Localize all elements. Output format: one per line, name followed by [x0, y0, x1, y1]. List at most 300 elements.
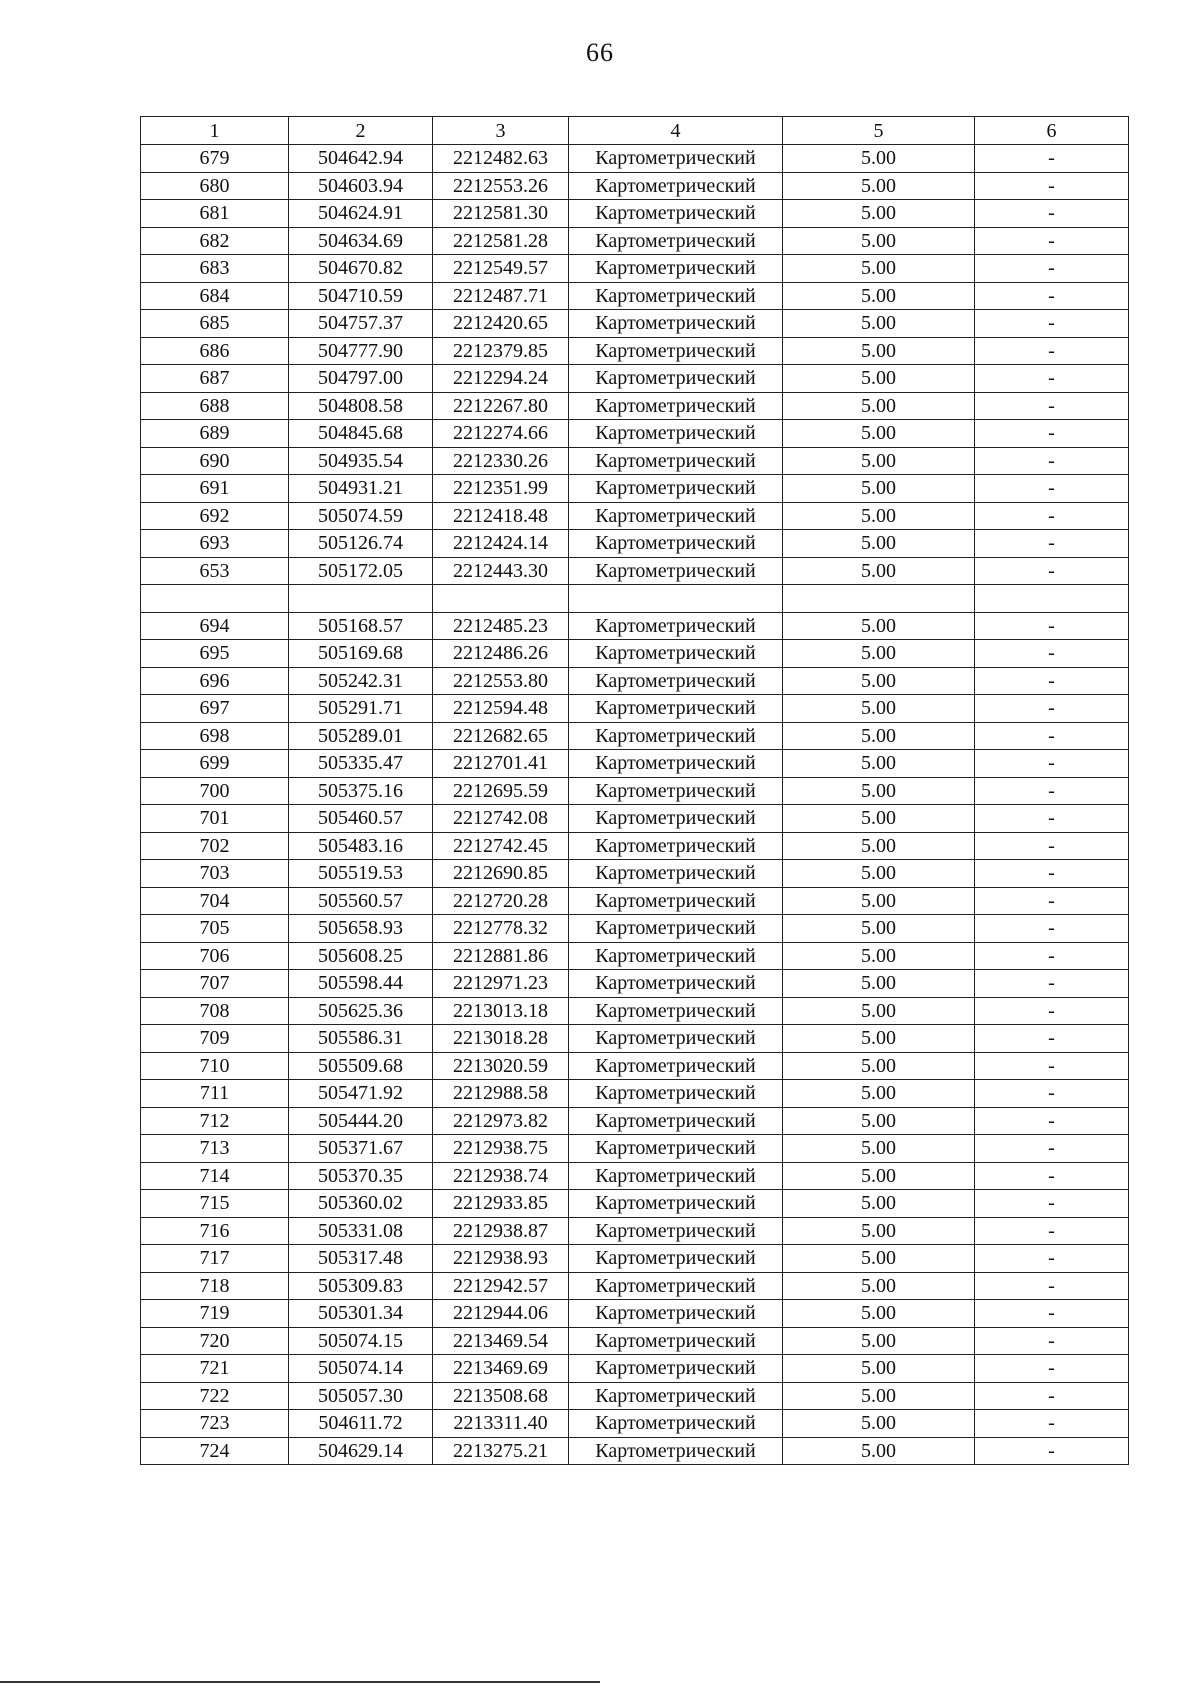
- y-coordinate-cell: 2212553.26: [433, 172, 569, 200]
- table-row: [141, 1080, 1129, 1108]
- table-row: [141, 860, 1129, 888]
- method-cell: Картометрический: [569, 1135, 783, 1163]
- table-row: [141, 282, 1129, 310]
- x-coordinate-cell: 505370.35: [289, 1162, 433, 1190]
- x-coordinate-cell: 505074.59: [289, 502, 433, 530]
- point-number-cell: 722: [141, 1382, 289, 1410]
- accuracy-cell: 5.00: [783, 915, 975, 943]
- table-row: [141, 530, 1129, 558]
- point-number-cell: 686: [141, 337, 289, 365]
- point-number-cell: 706: [141, 942, 289, 970]
- point-number-cell: 701: [141, 805, 289, 833]
- x-coordinate-cell: 505444.20: [289, 1107, 433, 1135]
- note-cell: -: [975, 860, 1129, 888]
- method-cell: Картометрический: [569, 502, 783, 530]
- x-coordinate-cell: 505301.34: [289, 1300, 433, 1328]
- note-cell: -: [975, 1052, 1129, 1080]
- table-row: [141, 750, 1129, 778]
- point-number-cell: 687: [141, 365, 289, 393]
- y-coordinate-cell: 2212973.82: [433, 1107, 569, 1135]
- point-number-cell: 685: [141, 310, 289, 338]
- note-cell: -: [975, 255, 1129, 283]
- y-coordinate-cell: 2212690.85: [433, 860, 569, 888]
- method-cell: Картометрический: [569, 365, 783, 393]
- note-cell: -: [975, 640, 1129, 668]
- note-cell: -: [975, 1162, 1129, 1190]
- note-cell: -: [975, 1382, 1129, 1410]
- accuracy-cell: 5.00: [783, 475, 975, 503]
- y-coordinate-cell: 2212274.66: [433, 420, 569, 448]
- point-number-cell: 689: [141, 420, 289, 448]
- point-number-cell: 693: [141, 530, 289, 558]
- table-row: [141, 1327, 1129, 1355]
- accuracy-cell: 5.00: [783, 420, 975, 448]
- x-coordinate-cell: 505169.68: [289, 640, 433, 668]
- header-row: [141, 117, 1129, 145]
- y-coordinate-cell: 2212553.80: [433, 667, 569, 695]
- method-cell: Картометрический: [569, 1382, 783, 1410]
- note-cell: -: [975, 557, 1129, 585]
- x-coordinate-cell: 505586.31: [289, 1025, 433, 1053]
- point-number-cell: 679: [141, 145, 289, 173]
- note-cell: -: [975, 750, 1129, 778]
- accuracy-cell: 5.00: [783, 1245, 975, 1273]
- method-cell: Картометрический: [569, 557, 783, 585]
- x-coordinate-cell: 504642.94: [289, 145, 433, 173]
- method-cell: Картометрический: [569, 310, 783, 338]
- x-coordinate-cell: 504845.68: [289, 420, 433, 448]
- table-row: [141, 227, 1129, 255]
- note-cell: -: [975, 420, 1129, 448]
- note-cell: -: [975, 1217, 1129, 1245]
- table-row: [141, 1107, 1129, 1135]
- x-coordinate-cell: 505471.92: [289, 1080, 433, 1108]
- x-coordinate-cell: 504670.82: [289, 255, 433, 283]
- column-header: 3: [433, 117, 569, 145]
- method-cell: Картометрический: [569, 1190, 783, 1218]
- table-row: [141, 1355, 1129, 1383]
- method-cell: Картометрический: [569, 392, 783, 420]
- accuracy-cell: 5.00: [783, 447, 975, 475]
- y-coordinate-cell: 2212482.63: [433, 145, 569, 173]
- y-coordinate-cell: 2212485.23: [433, 612, 569, 640]
- y-coordinate-cell: 2212682.65: [433, 722, 569, 750]
- y-coordinate-cell: [433, 585, 569, 613]
- x-coordinate-cell: 505519.53: [289, 860, 433, 888]
- y-coordinate-cell: 2212742.45: [433, 832, 569, 860]
- table-row: [141, 365, 1129, 393]
- table-row: [141, 200, 1129, 228]
- accuracy-cell: 5.00: [783, 1190, 975, 1218]
- note-cell: -: [975, 1355, 1129, 1383]
- table-row: [141, 832, 1129, 860]
- x-coordinate-cell: [289, 585, 433, 613]
- y-coordinate-cell: 2212881.86: [433, 942, 569, 970]
- accuracy-cell: 5.00: [783, 1080, 975, 1108]
- note-cell: -: [975, 777, 1129, 805]
- point-number-cell: 680: [141, 172, 289, 200]
- accuracy-cell: 5.00: [783, 640, 975, 668]
- note-cell: -: [975, 145, 1129, 173]
- table-row: [141, 1162, 1129, 1190]
- point-number-cell: 690: [141, 447, 289, 475]
- table-row: [141, 1437, 1129, 1465]
- method-cell: Картометрический: [569, 832, 783, 860]
- x-coordinate-cell: 505460.57: [289, 805, 433, 833]
- y-coordinate-cell: 2212486.26: [433, 640, 569, 668]
- accuracy-cell: 5.00: [783, 667, 975, 695]
- method-cell: Картометрический: [569, 172, 783, 200]
- bottom-rule: [0, 1681, 600, 1683]
- method-cell: Картометрический: [569, 1162, 783, 1190]
- note-cell: -: [975, 1135, 1129, 1163]
- x-coordinate-cell: 504634.69: [289, 227, 433, 255]
- table-header: [141, 117, 1129, 145]
- x-coordinate-cell: 505375.16: [289, 777, 433, 805]
- accuracy-cell: 5.00: [783, 1300, 975, 1328]
- page-number: 66: [586, 38, 614, 67]
- note-cell: -: [975, 667, 1129, 695]
- table-row: [141, 722, 1129, 750]
- point-number-cell: 720: [141, 1327, 289, 1355]
- table-row: [141, 1272, 1129, 1300]
- note-cell: -: [975, 227, 1129, 255]
- accuracy-cell: 5.00: [783, 722, 975, 750]
- point-number-cell: 716: [141, 1217, 289, 1245]
- method-cell: Картометрический: [569, 1437, 783, 1465]
- point-number-cell: 696: [141, 667, 289, 695]
- x-coordinate-cell: 504757.37: [289, 310, 433, 338]
- accuracy-cell: 5.00: [783, 860, 975, 888]
- accuracy-cell: 5.00: [783, 392, 975, 420]
- y-coordinate-cell: 2212720.28: [433, 887, 569, 915]
- note-cell: -: [975, 447, 1129, 475]
- y-coordinate-cell: 2212938.74: [433, 1162, 569, 1190]
- table-row: [141, 612, 1129, 640]
- method-cell: Картометрический: [569, 1245, 783, 1273]
- point-number-cell: 714: [141, 1162, 289, 1190]
- column-header: 2: [289, 117, 433, 145]
- table-row: [141, 777, 1129, 805]
- note-cell: -: [975, 612, 1129, 640]
- y-coordinate-cell: 2213311.40: [433, 1410, 569, 1438]
- point-number-cell: 702: [141, 832, 289, 860]
- method-cell: Картометрический: [569, 777, 783, 805]
- x-coordinate-cell: 505057.30: [289, 1382, 433, 1410]
- x-coordinate-cell: 505360.02: [289, 1190, 433, 1218]
- point-number-cell: 683: [141, 255, 289, 283]
- point-number-cell: 700: [141, 777, 289, 805]
- accuracy-cell: 5.00: [783, 200, 975, 228]
- column-header: 6: [975, 117, 1129, 145]
- note-cell: -: [975, 915, 1129, 943]
- point-number-cell: 688: [141, 392, 289, 420]
- y-coordinate-cell: 2212267.80: [433, 392, 569, 420]
- x-coordinate-cell: 504603.94: [289, 172, 433, 200]
- table-row: [141, 145, 1129, 173]
- table-row: [141, 695, 1129, 723]
- x-coordinate-cell: 505289.01: [289, 722, 433, 750]
- point-number-cell: 707: [141, 970, 289, 998]
- method-cell: Картометрический: [569, 227, 783, 255]
- table-row: [141, 420, 1129, 448]
- accuracy-cell: 5.00: [783, 1272, 975, 1300]
- point-number-cell: 694: [141, 612, 289, 640]
- accuracy-cell: 5.00: [783, 1162, 975, 1190]
- accuracy-cell: 5.00: [783, 530, 975, 558]
- accuracy-cell: 5.00: [783, 502, 975, 530]
- table-row: [141, 1217, 1129, 1245]
- point-number-cell: 684: [141, 282, 289, 310]
- accuracy-cell: 5.00: [783, 1327, 975, 1355]
- x-coordinate-cell: 505291.71: [289, 695, 433, 723]
- point-number-cell: 711: [141, 1080, 289, 1108]
- accuracy-cell: 5.00: [783, 337, 975, 365]
- table-row: [141, 475, 1129, 503]
- x-coordinate-cell: 505560.57: [289, 887, 433, 915]
- x-coordinate-cell: 505608.25: [289, 942, 433, 970]
- accuracy-cell: 5.00: [783, 1355, 975, 1383]
- y-coordinate-cell: 2212594.48: [433, 695, 569, 723]
- y-coordinate-cell: 2212944.06: [433, 1300, 569, 1328]
- note-cell: -: [975, 1245, 1129, 1273]
- point-number-cell: 699: [141, 750, 289, 778]
- method-cell: Картометрический: [569, 337, 783, 365]
- note-cell: -: [975, 722, 1129, 750]
- method-cell: Картометрический: [569, 1300, 783, 1328]
- note-cell: -: [975, 530, 1129, 558]
- y-coordinate-cell: 2212938.75: [433, 1135, 569, 1163]
- method-cell: Картометрический: [569, 200, 783, 228]
- accuracy-cell: 5.00: [783, 612, 975, 640]
- accuracy-cell: 5.00: [783, 805, 975, 833]
- accuracy-cell: 5.00: [783, 750, 975, 778]
- x-coordinate-cell: 505074.14: [289, 1355, 433, 1383]
- accuracy-cell: 5.00: [783, 227, 975, 255]
- y-coordinate-cell: 2212418.48: [433, 502, 569, 530]
- point-number-cell: 682: [141, 227, 289, 255]
- note-cell: -: [975, 1410, 1129, 1438]
- method-cell: Картометрический: [569, 722, 783, 750]
- method-cell: Картометрический: [569, 860, 783, 888]
- table-row: [141, 392, 1129, 420]
- y-coordinate-cell: 2212742.08: [433, 805, 569, 833]
- y-coordinate-cell: 2213469.69: [433, 1355, 569, 1383]
- y-coordinate-cell: 2212938.87: [433, 1217, 569, 1245]
- accuracy-cell: 5.00: [783, 1052, 975, 1080]
- point-number-cell: [141, 585, 289, 613]
- note-cell: -: [975, 1300, 1129, 1328]
- point-number-cell: 697: [141, 695, 289, 723]
- table-row: [141, 502, 1129, 530]
- point-number-cell: 710: [141, 1052, 289, 1080]
- point-number-cell: 723: [141, 1410, 289, 1438]
- x-coordinate-cell: 504797.00: [289, 365, 433, 393]
- note-cell: -: [975, 832, 1129, 860]
- y-coordinate-cell: 2213018.28: [433, 1025, 569, 1053]
- point-number-cell: 703: [141, 860, 289, 888]
- x-coordinate-cell: 505598.44: [289, 970, 433, 998]
- accuracy-cell: 5.00: [783, 777, 975, 805]
- method-cell: Картометрический: [569, 970, 783, 998]
- y-coordinate-cell: 2213275.21: [433, 1437, 569, 1465]
- table-row: [141, 337, 1129, 365]
- accuracy-cell: 5.00: [783, 1382, 975, 1410]
- point-number-cell: 715: [141, 1190, 289, 1218]
- point-number-cell: 705: [141, 915, 289, 943]
- method-cell: Картометрический: [569, 1327, 783, 1355]
- y-coordinate-cell: 2213020.59: [433, 1052, 569, 1080]
- note-cell: -: [975, 1437, 1129, 1465]
- point-number-cell: 704: [141, 887, 289, 915]
- note-cell: -: [975, 392, 1129, 420]
- point-number-cell: 681: [141, 200, 289, 228]
- y-coordinate-cell: 2212988.58: [433, 1080, 569, 1108]
- point-number-cell: 695: [141, 640, 289, 668]
- x-coordinate-cell: 504808.58: [289, 392, 433, 420]
- method-cell: Картометрический: [569, 1080, 783, 1108]
- point-number-cell: 721: [141, 1355, 289, 1383]
- method-cell: Картометрический: [569, 667, 783, 695]
- x-coordinate-cell: 505317.48: [289, 1245, 433, 1273]
- note-cell: -: [975, 1272, 1129, 1300]
- note-cell: -: [975, 1080, 1129, 1108]
- table-row: [141, 585, 1129, 613]
- y-coordinate-cell: 2212549.57: [433, 255, 569, 283]
- x-coordinate-cell: 504629.14: [289, 1437, 433, 1465]
- y-coordinate-cell: 2212351.99: [433, 475, 569, 503]
- method-cell: Картометрический: [569, 1410, 783, 1438]
- accuracy-cell: 5.00: [783, 695, 975, 723]
- note-cell: -: [975, 695, 1129, 723]
- y-coordinate-cell: 2212420.65: [433, 310, 569, 338]
- y-coordinate-cell: 2213469.54: [433, 1327, 569, 1355]
- note-cell: -: [975, 1107, 1129, 1135]
- accuracy-cell: 5.00: [783, 1410, 975, 1438]
- point-number-cell: 713: [141, 1135, 289, 1163]
- note-cell: -: [975, 310, 1129, 338]
- point-number-cell: 724: [141, 1437, 289, 1465]
- note-cell: -: [975, 502, 1129, 530]
- note-cell: -: [975, 337, 1129, 365]
- method-cell: Картометрический: [569, 887, 783, 915]
- method-cell: Картометрический: [569, 612, 783, 640]
- column-header: 1: [141, 117, 289, 145]
- x-coordinate-cell: 505335.47: [289, 750, 433, 778]
- y-coordinate-cell: 2212424.14: [433, 530, 569, 558]
- accuracy-cell: 5.00: [783, 1437, 975, 1465]
- table-row: [141, 667, 1129, 695]
- x-coordinate-cell: 504624.91: [289, 200, 433, 228]
- note-cell: -: [975, 970, 1129, 998]
- x-coordinate-cell: 505509.68: [289, 1052, 433, 1080]
- accuracy-cell: 5.00: [783, 1025, 975, 1053]
- note-cell: -: [975, 805, 1129, 833]
- table-row: [141, 915, 1129, 943]
- accuracy-cell: 5.00: [783, 145, 975, 173]
- note-cell: -: [975, 997, 1129, 1025]
- note-cell: -: [975, 282, 1129, 310]
- method-cell: Картометрический: [569, 640, 783, 668]
- note-cell: -: [975, 1327, 1129, 1355]
- x-coordinate-cell: 505172.05: [289, 557, 433, 585]
- method-cell: Картометрический: [569, 1107, 783, 1135]
- y-coordinate-cell: 2212294.24: [433, 365, 569, 393]
- table-row: [141, 942, 1129, 970]
- column-header: 5: [783, 117, 975, 145]
- method-cell: Картометрический: [569, 750, 783, 778]
- table-row: [141, 1245, 1129, 1273]
- accuracy-cell: 5.00: [783, 172, 975, 200]
- note-cell: -: [975, 1025, 1129, 1053]
- x-coordinate-cell: 504931.21: [289, 475, 433, 503]
- method-cell: Картометрический: [569, 805, 783, 833]
- accuracy-cell: 5.00: [783, 282, 975, 310]
- x-coordinate-cell: 504710.59: [289, 282, 433, 310]
- note-cell: -: [975, 172, 1129, 200]
- method-cell: Картометрический: [569, 420, 783, 448]
- y-coordinate-cell: 2213508.68: [433, 1382, 569, 1410]
- y-coordinate-cell: 2212487.71: [433, 282, 569, 310]
- accuracy-cell: 5.00: [783, 1217, 975, 1245]
- x-coordinate-cell: 505242.31: [289, 667, 433, 695]
- table-row: [141, 970, 1129, 998]
- table-row: [141, 1135, 1129, 1163]
- accuracy-cell: 5.00: [783, 887, 975, 915]
- accuracy-cell: 5.00: [783, 970, 975, 998]
- method-cell: [569, 585, 783, 613]
- point-number-cell: 718: [141, 1272, 289, 1300]
- accuracy-cell: 5.00: [783, 997, 975, 1025]
- x-coordinate-cell: 505126.74: [289, 530, 433, 558]
- note-cell: -: [975, 942, 1129, 970]
- table-row: [141, 997, 1129, 1025]
- method-cell: Картометрический: [569, 475, 783, 503]
- x-coordinate-cell: 504777.90: [289, 337, 433, 365]
- method-cell: Картометрический: [569, 530, 783, 558]
- y-coordinate-cell: 2212443.30: [433, 557, 569, 585]
- accuracy-cell: 5.00: [783, 557, 975, 585]
- accuracy-cell: 5.00: [783, 1135, 975, 1163]
- note-cell: -: [975, 1190, 1129, 1218]
- x-coordinate-cell: 505658.93: [289, 915, 433, 943]
- x-coordinate-cell: 505309.83: [289, 1272, 433, 1300]
- method-cell: Картометрический: [569, 915, 783, 943]
- method-cell: Картометрический: [569, 1272, 783, 1300]
- method-cell: Картометрический: [569, 255, 783, 283]
- y-coordinate-cell: 2212701.41: [433, 750, 569, 778]
- table-body: [141, 145, 1129, 1465]
- method-cell: Картометрический: [569, 695, 783, 723]
- x-coordinate-cell: 505483.16: [289, 832, 433, 860]
- table-row: [141, 447, 1129, 475]
- note-cell: -: [975, 200, 1129, 228]
- point-number-cell: 717: [141, 1245, 289, 1273]
- point-number-cell: 709: [141, 1025, 289, 1053]
- point-number-cell: 719: [141, 1300, 289, 1328]
- accuracy-cell: 5.00: [783, 832, 975, 860]
- x-coordinate-cell: 505331.08: [289, 1217, 433, 1245]
- method-cell: Картометрический: [569, 447, 783, 475]
- y-coordinate-cell: 2212933.85: [433, 1190, 569, 1218]
- table-row: [141, 1025, 1129, 1053]
- table-row: [141, 310, 1129, 338]
- table-row: [141, 640, 1129, 668]
- point-number-cell: 692: [141, 502, 289, 530]
- table-row: [141, 172, 1129, 200]
- x-coordinate-cell: 505168.57: [289, 612, 433, 640]
- table-row: [141, 255, 1129, 283]
